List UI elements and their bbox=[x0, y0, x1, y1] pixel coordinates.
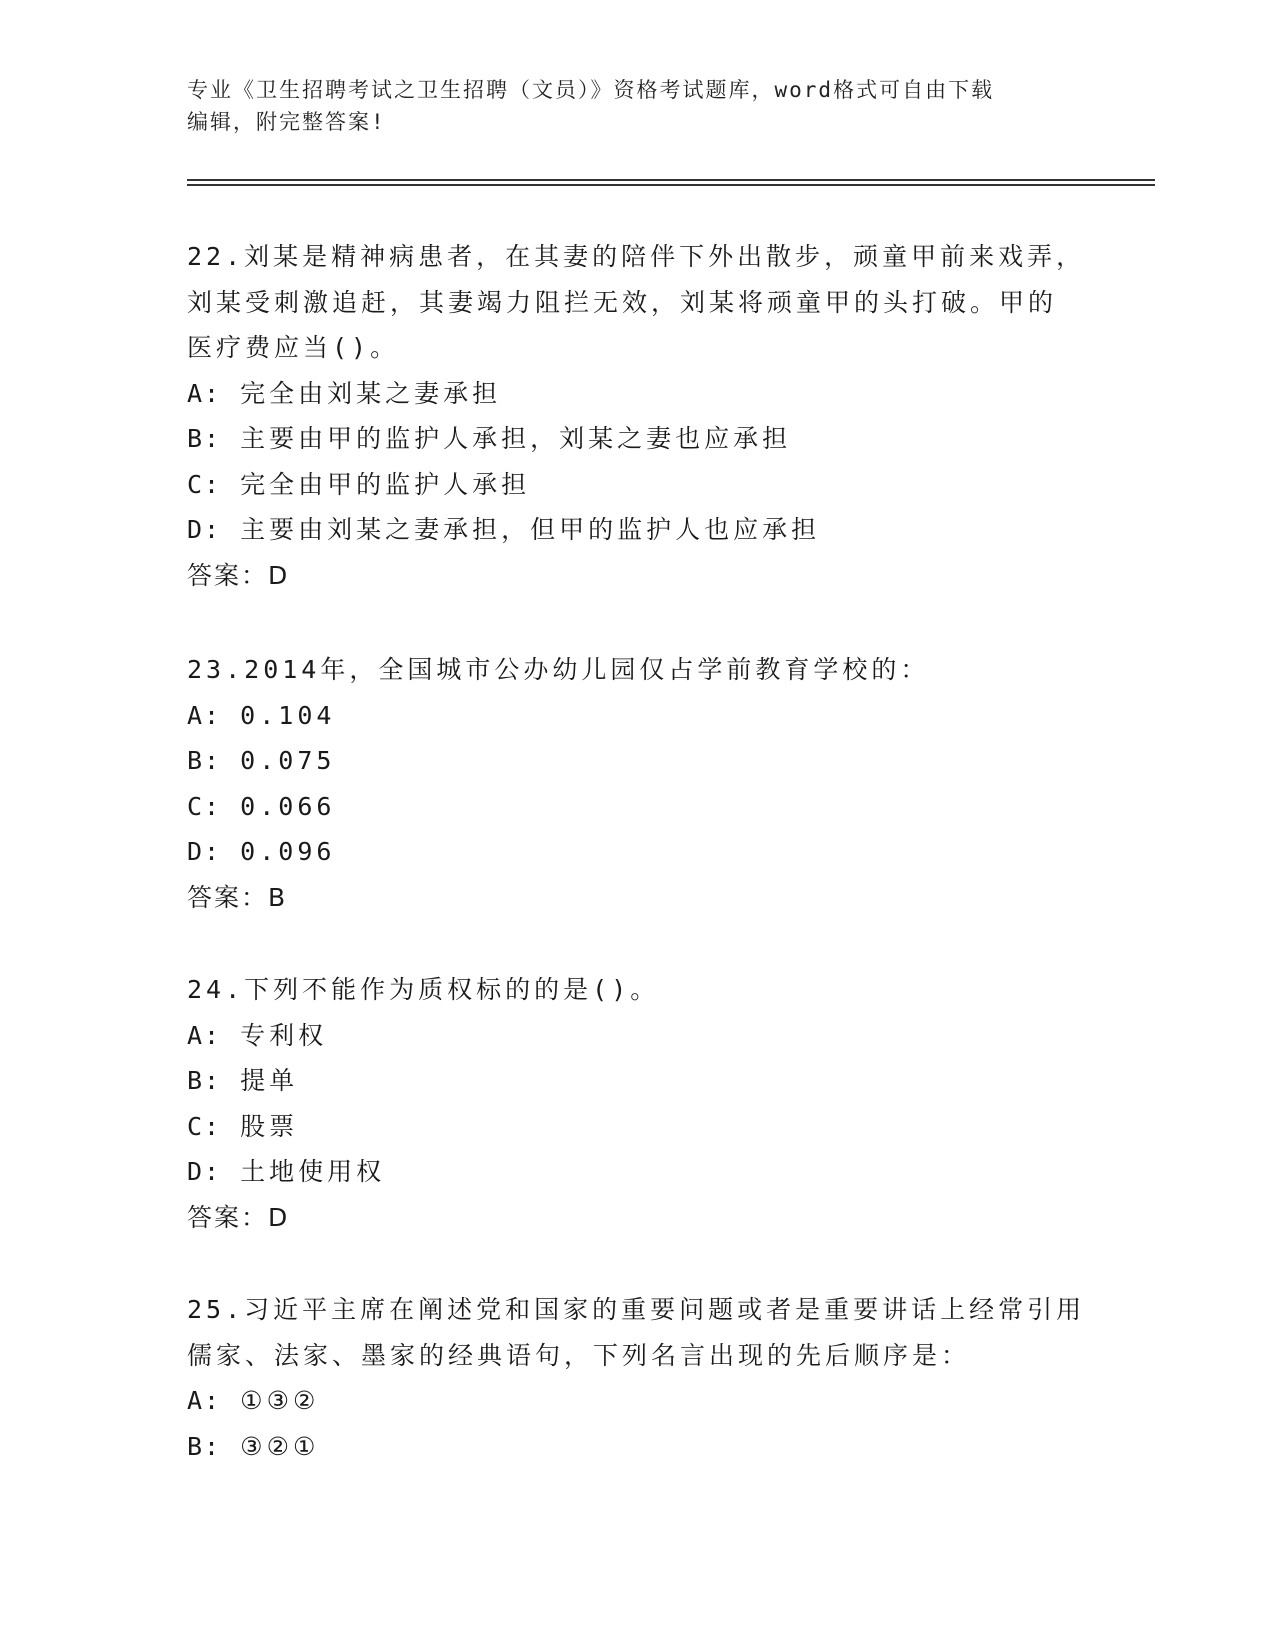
option-a bbox=[187, 693, 1087, 739]
option-letter: C: bbox=[187, 791, 222, 821]
option-c bbox=[187, 462, 1087, 508]
option-letter: B: bbox=[187, 424, 222, 453]
option-text: 主要由刘某之妻承担，但甲的监护人也应承担 bbox=[240, 515, 821, 544]
question-25 bbox=[187, 1287, 1087, 1469]
option-text: 0.104 bbox=[240, 700, 336, 730]
header-divider-bottom bbox=[187, 184, 1155, 186]
option-text: ③②① bbox=[240, 1431, 320, 1461]
option-letter: D: bbox=[187, 515, 222, 544]
header-line-2: 编辑，附完整答案! bbox=[187, 110, 386, 134]
question-23 bbox=[187, 647, 1087, 920]
option-c bbox=[187, 1104, 1087, 1150]
answer-line: 答案：B bbox=[187, 882, 288, 912]
option-a bbox=[187, 1378, 1087, 1424]
option-text: 主要由甲的监护人承担，刘某之妻也应承担 bbox=[240, 424, 792, 453]
answer-line: 答案：D bbox=[187, 1202, 290, 1232]
option-text: 股票 bbox=[240, 1111, 299, 1141]
document-header bbox=[187, 74, 1087, 138]
question-stem-line: 23.2014年，全国城市公办幼儿园仅占学前教育学校的： bbox=[187, 655, 930, 684]
option-letter: C: bbox=[187, 469, 222, 499]
option-a bbox=[187, 371, 1087, 417]
question-stem-line: 刘某受刺激追赶，其妻竭力阻拦无效，刘某将顽童甲的头打破。甲的 bbox=[187, 287, 1058, 317]
option-letter: A: bbox=[187, 1386, 222, 1415]
option-letter: D: bbox=[187, 837, 222, 866]
option-c bbox=[187, 784, 1087, 830]
option-text: 0.066 bbox=[240, 791, 336, 821]
header-line-1: 专业《卫生招聘考试之卫生招聘（文员）》资格考试题库，word格式可自由下载 bbox=[187, 78, 995, 102]
option-text: 提单 bbox=[240, 1066, 299, 1095]
option-text: 专利权 bbox=[240, 1020, 328, 1050]
option-letter: A: bbox=[187, 378, 222, 408]
option-d bbox=[187, 1149, 1087, 1195]
option-d bbox=[187, 829, 1087, 875]
option-letter: B: bbox=[187, 1066, 222, 1095]
option-text: 土地使用权 bbox=[240, 1157, 386, 1186]
option-b bbox=[187, 738, 1087, 784]
option-text: 0.096 bbox=[240, 837, 336, 866]
question-22 bbox=[187, 234, 1087, 598]
question-stem-line: 医疗费应当()。 bbox=[187, 333, 400, 362]
option-letter: A: bbox=[187, 1020, 222, 1050]
option-b bbox=[187, 1058, 1087, 1104]
question-stem-line: 24.下列不能作为质权标的的是()。 bbox=[187, 975, 660, 1004]
question-24 bbox=[187, 967, 1087, 1240]
answer-line: 答案：D bbox=[187, 560, 290, 590]
option-b bbox=[187, 1424, 1087, 1470]
option-letter: D: bbox=[187, 1157, 222, 1186]
option-letter: B: bbox=[187, 1431, 222, 1461]
question-stem-line: 25.习近平主席在阐述党和国家的重要问题或者是重要讲话上经常引用 bbox=[187, 1295, 1086, 1324]
option-text: 完全由刘某之妻承担 bbox=[240, 378, 502, 408]
option-text: ①③② bbox=[240, 1386, 320, 1415]
option-letter: B: bbox=[187, 746, 222, 775]
option-letter: C: bbox=[187, 1111, 222, 1141]
question-stem-line: 22.刘某是精神病患者，在其妻的陪伴下外出散步，顽童甲前来戏弄， bbox=[187, 242, 1086, 271]
option-a bbox=[187, 1013, 1087, 1059]
option-letter: A: bbox=[187, 700, 222, 730]
option-text: 0.075 bbox=[240, 746, 336, 775]
header-divider-top bbox=[187, 179, 1155, 181]
option-text: 完全由甲的监护人承担 bbox=[240, 469, 531, 499]
option-b bbox=[187, 416, 1087, 462]
option-d bbox=[187, 507, 1087, 553]
question-stem-line: 儒家、法家、墨家的经典语句，下列名言出现的先后顺序是： bbox=[187, 1340, 971, 1370]
